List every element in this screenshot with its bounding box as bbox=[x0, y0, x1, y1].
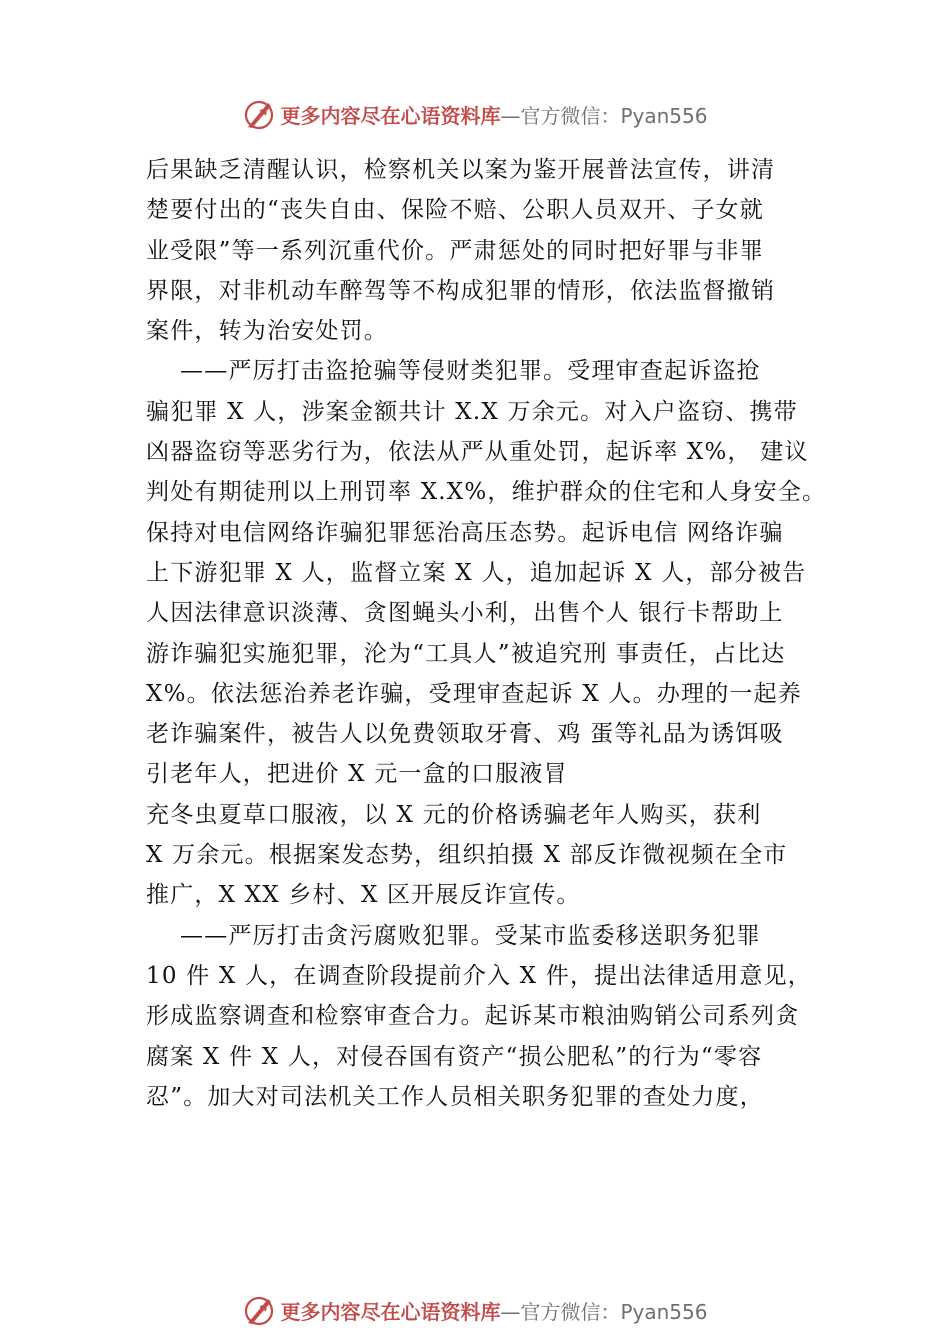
quill-pen-seal-icon bbox=[242, 97, 276, 131]
text-line: 形成监察调查和检察审查合力。起诉某市粮油购销公司系列贪 bbox=[146, 1003, 800, 1030]
text-line: 案件，转为治安处罚。 bbox=[146, 318, 388, 345]
text-line: 10 件 X 人，在调查阶段提前介入 X 件，提出法律适用意见， bbox=[146, 962, 812, 989]
text-line: X%。依法惩治养老诈骗，受理审查起诉 X 人。办理的一起养 bbox=[146, 680, 803, 707]
text-line: 保持对电信网络诈骗犯罪惩治高压态势。起诉电信 网络诈骗 bbox=[146, 519, 784, 546]
footer-banner bbox=[0, 1290, 950, 1330]
banner-library-text: 更多内容尽在心语资料库 bbox=[280, 1299, 501, 1324]
quill-pen-seal-icon bbox=[242, 1293, 276, 1327]
text-line: 业受限”等一系列沉重代价。严肃惩处的同时把好罪与非罪 bbox=[146, 237, 764, 264]
text-line: ——严厉打击贪污腐败犯罪。受某市监委移送职务犯罪 bbox=[146, 922, 761, 949]
text-line: 游诈骗犯实施犯罪，沦为“工具人”被追究刑 事责任，占比达 bbox=[146, 640, 786, 667]
text-line: X 万余元。根据案发态势，组织拍摄 X 部反诈微视频在全市 bbox=[146, 842, 788, 869]
text-line: 骗犯罪 X 人，涉案金额共计 X.X 万余元。对入户盗窃、携带 bbox=[146, 398, 798, 425]
header-banner bbox=[0, 94, 950, 134]
banner-wechat-text: —官方微信：Pyan556 bbox=[500, 1299, 708, 1324]
banner-library-text: 更多内容尽在心语资料库 bbox=[280, 103, 501, 128]
text-line: 忍”。加大对司法机关工作人员相关职务犯罪的查处力度， bbox=[146, 1083, 764, 1110]
document-body bbox=[146, 150, 866, 1117]
text-line: ——严厉打击盗抢骗等侵财类犯罪。受理审查起诉盗抢 bbox=[146, 358, 761, 385]
text-line: 充冬虫夏草口服液，以 X 元的价格诱骗老年人购买，获利 bbox=[146, 801, 762, 828]
banner-wechat-text: —官方微信：Pyan556 bbox=[500, 103, 708, 128]
text-line: 楚要付出的“丧失自由、保险不赔、公职人员双开、子女就 bbox=[146, 197, 764, 224]
text-line: 判处有期徒刑以上刑罚率 X.X%，维护群众的住宅和人身安全。 bbox=[146, 479, 827, 506]
text-line: 后果缺乏清醒认识，检察机关以案为鉴开展普法宣传，讲清 bbox=[146, 157, 776, 183]
text-line: 腐案 X 件 X 人，对侵吞国有资产“损公肥私”的行为“零容 bbox=[146, 1043, 763, 1070]
text-line: 人因法律意识淡薄、贪图蝇头小利，出售个人 银行卡帮助上 bbox=[146, 600, 784, 627]
text-line: 界限，对非机动车醉驾等不构成犯罪的情形，依法监督撤销 bbox=[146, 277, 776, 304]
text-line: 推广，X XX 乡村、X 区开展反诈宣传。 bbox=[146, 882, 581, 909]
text-line: 引老年人，把进价 X 元一盒的口服液冒 bbox=[146, 761, 568, 788]
text-line: 凶器盗窃等恶劣行为，依法从严从重处罚，起诉率 X%， 建议 bbox=[146, 439, 809, 466]
text-line: 上下游犯罪 X 人，监督立案 X 人，追加起诉 X 人，部分被告 bbox=[146, 559, 807, 586]
text-line: 老诈骗案件，被告人以免费领取牙膏、鸡 蛋等礼品为诱饵吸 bbox=[146, 721, 784, 748]
